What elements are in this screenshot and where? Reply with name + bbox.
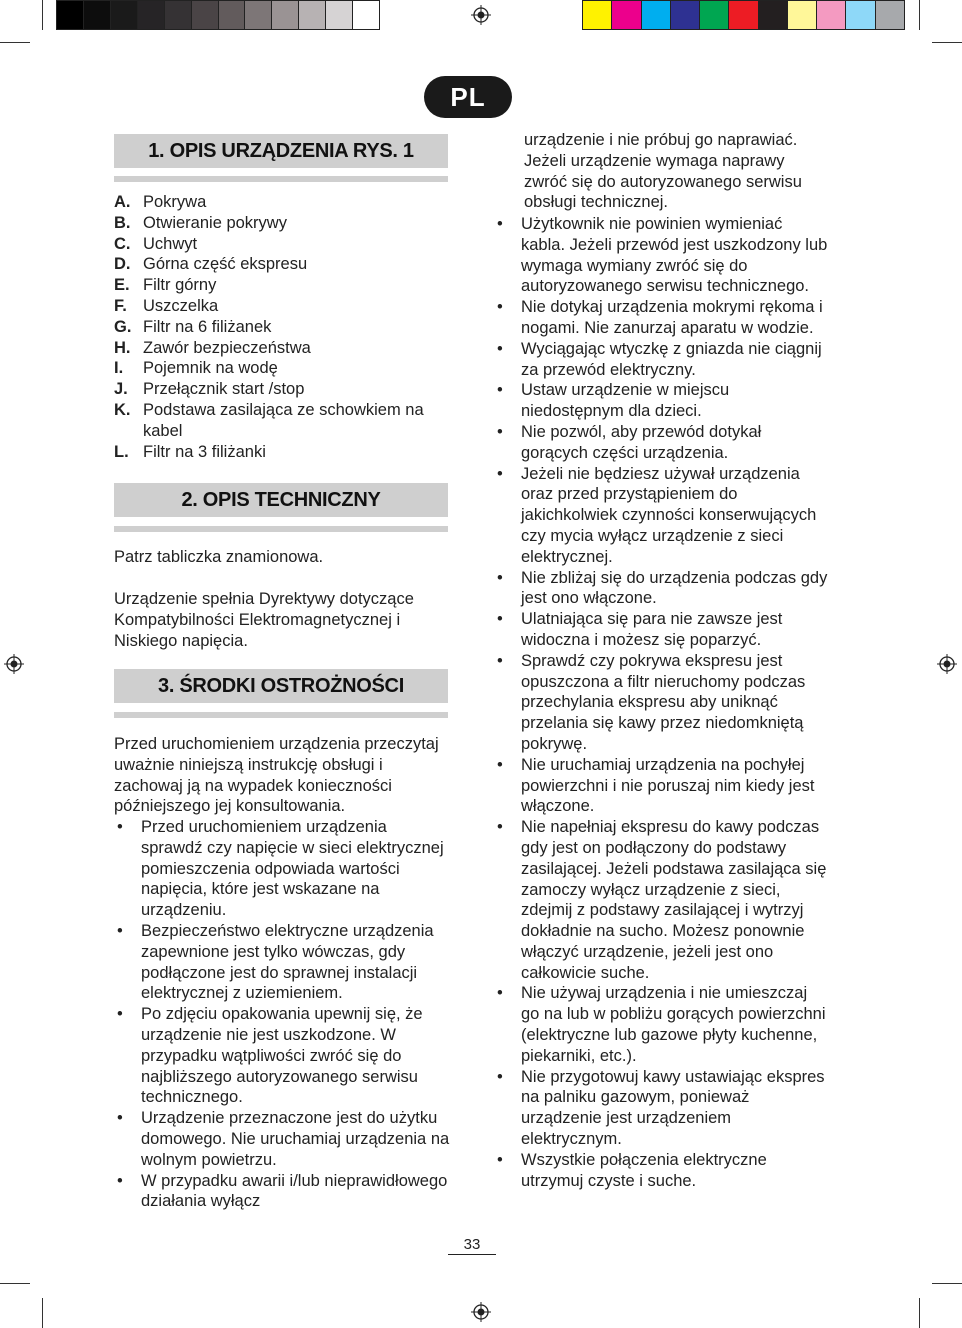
precaution-text: Użytkownik nie powinien wymieniać kabla. Jeżeli przewód jest uszkodzony lub wymaga wymiany zwróć się do autoryzowanego serwisu technicznego. [521, 215, 828, 296]
precaution-text: Wszystkie połączenia elektryczne utrzymuj czyste i suche. [521, 1150, 767, 1190]
precaution-text: Nie uruchamiaj urządzenia na pochyłej powierzchni i nie poruszaj nim kiedy jest włączone. [521, 755, 815, 816]
registration-mark-right-icon [937, 654, 957, 674]
precaution-item [114, 1108, 450, 1170]
technical-para-1: Patrz tabliczka znamionowa. [114, 548, 324, 566]
precaution-text: W przypadku awarii i/lub nieprawidłowego działania wyłącz [141, 1171, 448, 1211]
precaution-item [494, 568, 830, 610]
precautions-continuation: urządzenie i nie próbuj go naprawiać. Jeżeli urządzenie wymaga naprawy zwróć się do autoryzowanego serwisu obsługi technicznej. [524, 131, 802, 212]
precaution-text: Nie napełniaj ekspresu do kawy podczas gdy jest on podłączony do podstawy zasilającej. Jeżeli podstawa zasilająca się zamoczy wyłącz urządzenie z sieci, zdejmij z podstawy zasilającej i wytrzyj dokładnie na sucho. Możesz ponownie włączyć urządzenie, jeżeli jest ono całkowicie suche. [521, 818, 827, 982]
precaution-text: Urządzenie przeznaczone jest do użytku domowego. Nie uruchamiaj urządzenia na wolnym powietrzu. [141, 1109, 450, 1169]
grayscale-color-bar [56, 0, 380, 30]
precaution-item [494, 651, 830, 755]
parts-list-text: Filtr na 6 filiżanek [143, 317, 272, 336]
parts-list-key: C. [114, 234, 131, 253]
precaution-item [494, 755, 830, 817]
precautions-list-left [114, 817, 450, 1212]
parts-list-text: Filtr na 3 filiżanki [143, 442, 266, 461]
gray-swatch [218, 1, 245, 29]
process-color-bar [582, 0, 905, 30]
parts-list-item [114, 213, 450, 234]
registration-mark-left-icon [4, 654, 24, 674]
parts-list-item [114, 234, 450, 255]
precaution-item [114, 817, 450, 921]
precaution-item [494, 422, 830, 464]
bullet-icon: • [497, 1067, 503, 1086]
precaution-item [494, 464, 830, 568]
section-2-heading: 2. OPIS TECHNICZNY [114, 483, 448, 517]
parts-list-item [114, 379, 450, 400]
bullet-icon: • [497, 651, 503, 670]
parts-list-key: B. [114, 213, 131, 232]
precaution-item [114, 1171, 450, 1213]
color-swatch [670, 1, 699, 29]
color-swatch [758, 1, 787, 29]
gray-swatch [271, 1, 298, 29]
section-3-heading: 3. ŚRODKI OSTROŻNOŚCI [114, 669, 448, 703]
gray-swatch [325, 1, 352, 29]
precaution-text: Jeżeli nie będziesz używał urządzenia oraz przed przystąpieniem do jakichkolwiek czynności konserwujących czy mycia wyłącz urządzenie z sieci elektrycznej. [521, 464, 817, 566]
bullet-icon: • [497, 984, 503, 1003]
parts-list-text: Zawór bezpieczeństwa [143, 338, 311, 357]
parts-list-text: Uchwyt [143, 234, 198, 253]
bullet-icon: • [497, 381, 503, 400]
parts-list-key: A. [114, 193, 131, 211]
parts-list-key: K. [114, 400, 131, 419]
parts-list-key: F. [114, 296, 127, 315]
precaution-item [494, 214, 830, 297]
bullet-icon: • [117, 1171, 123, 1190]
bullet-icon: • [497, 755, 503, 774]
precaution-item [494, 339, 830, 381]
parts-list-text: Otwieranie pokrywy [143, 213, 287, 232]
precaution-text: Nie zbliżaj się do urządzenia podczas gdy jest ono włączone. [521, 568, 828, 608]
gray-swatch [110, 1, 137, 29]
parts-list-item [114, 442, 450, 463]
bullet-icon: • [497, 422, 503, 441]
parts-list-text: Przełącznik start /stop [143, 380, 305, 399]
color-swatch [816, 1, 845, 29]
gray-swatch [137, 1, 164, 29]
parts-list-item [114, 296, 450, 317]
precaution-item [494, 609, 830, 651]
parts-list-key: D. [114, 255, 131, 274]
precaution-text: Po zdjęciu opakowania upewnij się, że urządzenie nie jest uszkodzone. W przypadku wątpliwości zwróć się do najbliższego autoryzowanego serwisu technicznego. [141, 1005, 423, 1107]
page-number-rule [448, 1254, 496, 1255]
section-2-underline [114, 526, 448, 532]
crop-mark-tl-h [0, 42, 30, 43]
gray-swatch [83, 1, 110, 29]
bullet-icon: • [497, 215, 503, 233]
precaution-item [114, 921, 450, 1004]
bullet-icon: • [497, 339, 503, 358]
section-1-underline [114, 176, 448, 182]
registration-mark-bottom-icon [471, 1302, 491, 1322]
gray-swatch [57, 1, 83, 29]
page-number: 33 [463, 1236, 481, 1253]
precautions-list-right [494, 214, 830, 1191]
precaution-text: Bezpieczeństwo elektryczne urządzenia zapewnione jest tylko wówczas, gdy podłączone jest do sprawnej instalacji elektrycznej z uziemieniem. [141, 921, 434, 1003]
precaution-text: Nie przygotowuj kawy ustawiając ekspres na palniku gazowym, ponieważ urządzenie jest urządzeniem elektrycznym. [521, 1067, 825, 1149]
parts-list-text: Podstawa zasilająca ze schowkiem na kabel [143, 400, 424, 440]
precaution-text: Wyciągając wtyczkę z gniazda nie ciągnij za przewód elektryczny. [521, 339, 822, 379]
gray-swatch [164, 1, 191, 29]
parts-list-key: H. [114, 338, 131, 357]
precaution-item [494, 1067, 830, 1150]
precaution-item [494, 983, 830, 1066]
precaution-item [494, 380, 830, 422]
crop-mark-tr-h [932, 42, 962, 43]
color-swatch [875, 1, 904, 29]
precaution-item [494, 817, 830, 983]
parts-list-item [114, 192, 450, 213]
bullet-icon: • [497, 818, 503, 837]
color-swatch [583, 1, 611, 29]
precaution-item [114, 1004, 450, 1108]
precaution-text: Ulatniająca się para nie zawsze jest widoczna i możesz się poparzyć. [521, 610, 783, 649]
precaution-item [494, 1150, 830, 1192]
crop-mark-br-h [932, 1283, 962, 1284]
parts-list [114, 192, 450, 462]
bullet-icon: • [117, 1109, 123, 1128]
color-swatch [641, 1, 670, 29]
bullet-icon: • [117, 1005, 123, 1024]
precautions-intro: Przed uruchomieniem urządzenia przeczytaj uważnie niniejszą instrukcję obsługi i zachowaj ją na wypadek konieczności późniejszego jej konsultowania. [114, 735, 439, 816]
color-swatch [611, 1, 640, 29]
gray-swatch [191, 1, 218, 29]
bullet-icon: • [117, 818, 123, 836]
parts-list-key: J. [114, 380, 128, 399]
color-swatch [845, 1, 874, 29]
parts-list-item [114, 358, 450, 379]
bullet-icon: • [497, 298, 503, 317]
parts-list-key: G. [114, 317, 132, 336]
precaution-text: Nie używaj urządzenia i nie umieszczaj go na lub w pobliżu gorących powierzchni (elektryczne lub gazowe płyty kuchenne, piekarniki, etc.). [521, 984, 826, 1065]
bullet-icon: • [497, 610, 503, 629]
parts-list-text: Górna część ekspresu [143, 255, 308, 274]
parts-list-key: E. [114, 276, 130, 295]
gray-swatch [298, 1, 325, 29]
parts-list-item [114, 338, 450, 359]
parts-list-key: L. [114, 442, 129, 461]
color-swatch [699, 1, 728, 29]
crop-mark-bl-v [42, 1298, 43, 1328]
color-swatch [728, 1, 757, 29]
parts-list-item [114, 400, 450, 442]
bullet-icon: • [497, 1150, 503, 1169]
crop-mark-tl-v [42, 0, 43, 30]
parts-list-text: Pojemnik na wodę [143, 359, 278, 378]
section-1-heading: 1. OPIS URZĄDZENIA RYS. 1 [114, 134, 448, 168]
parts-list-item [114, 317, 450, 338]
parts-list-key: I. [114, 359, 124, 378]
precaution-text: Ustaw urządzenie w miejscu niedostępnym dla dzieci. [521, 381, 730, 421]
gray-swatch [352, 1, 379, 29]
language-badge: PL [424, 76, 512, 118]
parts-list-text: Filtr górny [143, 276, 217, 295]
precaution-text: Przed uruchomieniem urządzenia sprawdź czy napięcie w sieci elektrycznej pomieszczenia odpowiada wartości napięcia, które jest wskazane na urządzeniu. [141, 818, 444, 920]
bullet-icon: • [497, 464, 503, 483]
bullet-icon: • [497, 568, 503, 587]
parts-list-text: Pokrywa [143, 193, 207, 211]
technical-para-2: Urządzenie spełnia Dyrektywy dotyczące Kompatybilności Elektromagnetycznej i Niskiego napięcia. [114, 590, 414, 650]
precaution-text: Sprawdź czy pokrywa ekspresu jest opuszczona a filtr nieruchomy podczas przechylania ekspresu aby uniknąć przelania się kawy przez niedomkniętą pokrywę. [521, 651, 806, 753]
parts-list-item [114, 254, 450, 275]
registration-mark-top-icon [471, 5, 491, 25]
bullet-icon: • [117, 921, 123, 940]
crop-mark-bl-h [0, 1283, 30, 1284]
gray-swatch [244, 1, 271, 29]
crop-mark-tr-v [919, 0, 920, 30]
precaution-text: Nie pozwól, aby przewód dotykał gorących części urządzenia. [521, 422, 762, 462]
parts-list-text: Uszczelka [143, 296, 219, 315]
color-swatch [787, 1, 816, 29]
section-3-underline [114, 712, 448, 718]
precaution-text: Nie dotykaj urządzenia mokrymi rękoma i nogami. Nie zanurzaj aparatu w wodzie. [521, 298, 823, 337]
parts-list-item [114, 275, 450, 296]
crop-mark-br-v [919, 1298, 920, 1328]
precaution-item [494, 297, 830, 339]
